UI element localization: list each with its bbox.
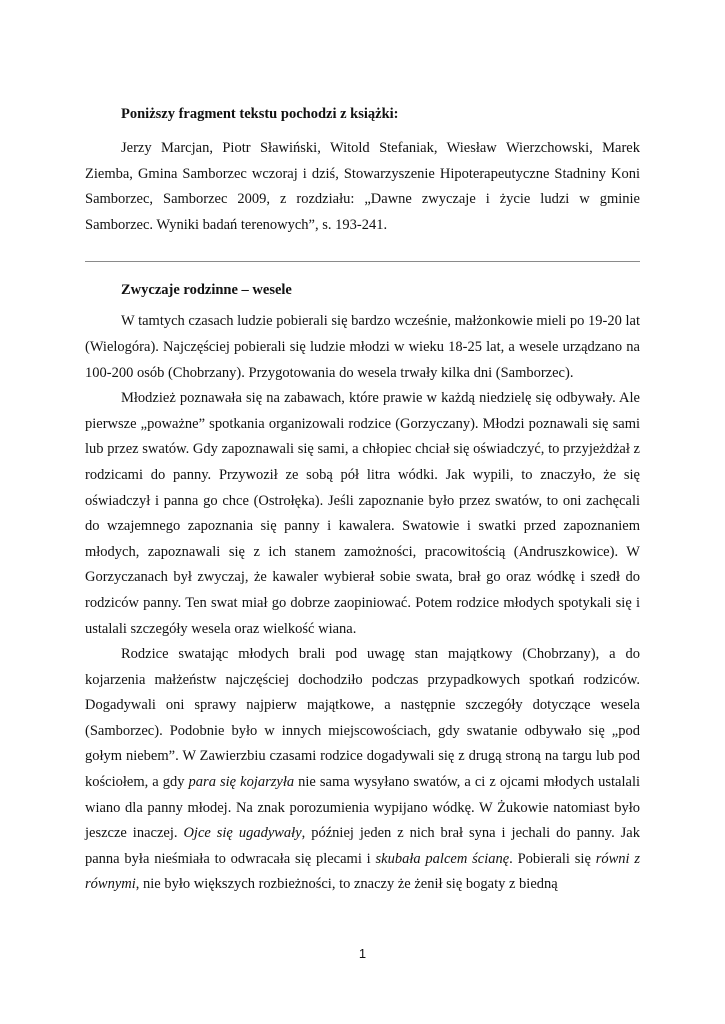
body-paragraph-3 [85, 642, 640, 898]
italic-phrase: para się kojarzyła [188, 774, 295, 791]
section-title: Zwyczaje rodzinne – wesele [121, 282, 292, 299]
paragraph-text: Rodzice swatając młodych brali pod uwagę stan majątkowy (Chobrzany), a do kojarzenia małżeństw najczęściej dochodziło podczas przypadkowych spotkań rodziców. Dogadywali oni sprawy najpierw majątkowe, a następnie szczegóły dotyczące wesela (Samborzec). Podobnie było w innych miejscowościach, gdy swatanie odbywało się „pod gołym niebem”. W Zawierzbiu czasami rodzice dogadywali się z drugą stroną na targu lub pod kościołem, a gdy [85, 646, 640, 791]
body-paragraph-1: W tamtych czasach ludzie pobierali się bardzo wcześnie, małżonkowie mieli po 19-20 lat (Wielogóra). Najczęściej pobierali się ludzie młodzi w wieku 18-25 lat, a wesele urządzano na 100-200 osób (Chobrzany). Przygotowania do wesela trwały kilka dni (Samborzec). [85, 313, 640, 381]
paragraph-text: , później jeden z nich brał syna i jechali do panny. Jak panna była nieśmiała to odwracała się plecami i [85, 825, 640, 867]
paragraph-text: , nie było większych rozbieżności, to znaczy że żenił się bogaty z biedną [135, 876, 558, 893]
horizontal-divider [85, 261, 640, 262]
italic-phrase: Ojce się ugadywały [183, 825, 302, 842]
source-heading: Poniższy fragment tekstu pochodzi z książki: [121, 106, 399, 122]
page-content [85, 106, 640, 898]
italic-phrase: skubała palcem ścianę [375, 850, 510, 867]
italic-phrase: równi z równymi [85, 850, 640, 893]
paragraph-text: nie sama wysyłano swatów, a ci z ojcami młodych ustalali wiano dla panny młodej. Na znak porozumienia wypijano wódkę. W Żukowie natomiast było jeszcze inaczej. [85, 774, 641, 842]
page-number: 1 [358, 946, 367, 961]
body-paragraph-2: Młodzież poznawała się na zabawach, które prawie w każdą niedzielę się odbywały. Ale pierwsze „poważne” spotkania organizowali rodzice (Gorzyczany). Młodzi poznawali się sami lub przez swatów. Gdy zapoznawali się sami, a chłopiec chciał się oświadczyć, to przyjeżdżał z rodzicami do panny. Przywoził ze sobą pół litra wódki. Jak wypili, to znaczyło, że się oświadczył i panna go chce (Ostrołęka). Jeśli zapoznanie było przez swatów, to oni zachęcali do wzajemnego zapoznania się panny i kawalera. Swatowie i swatki przed zapoznaniem młodych, zapoznawali się z ich stanem zamożności, pracowitością (Andruszkowice). W Gorzyczanach był zwyczaj, że kawaler wybierał sobie swata, brał go oraz wódkę i szedł do rodziców panny. Ten swat miał go dobrze zaopiniować. Potem rodzice młodych spotykali się i ustalali szczegóły wesela oraz wielkość wiana. [85, 390, 640, 637]
citation-paragraph: Jerzy Marcjan, Piotr Sławiński, Witold Stefaniak, Wiesław Wierzchowski, Marek Ziemba, Gmina Samborzec wczoraj i dziś, Stowarzyszenie Hipoterapeutyczne Stadniny Koni Samborzec, Samborzec 2009, z rozdziału: „Dawne zwyczaje i życie ludzi w gminie Samborzec. Wyniki badań terenowych”, s. 193-241. [85, 140, 640, 233]
paragraph-text: . Pobierali się [509, 850, 596, 867]
